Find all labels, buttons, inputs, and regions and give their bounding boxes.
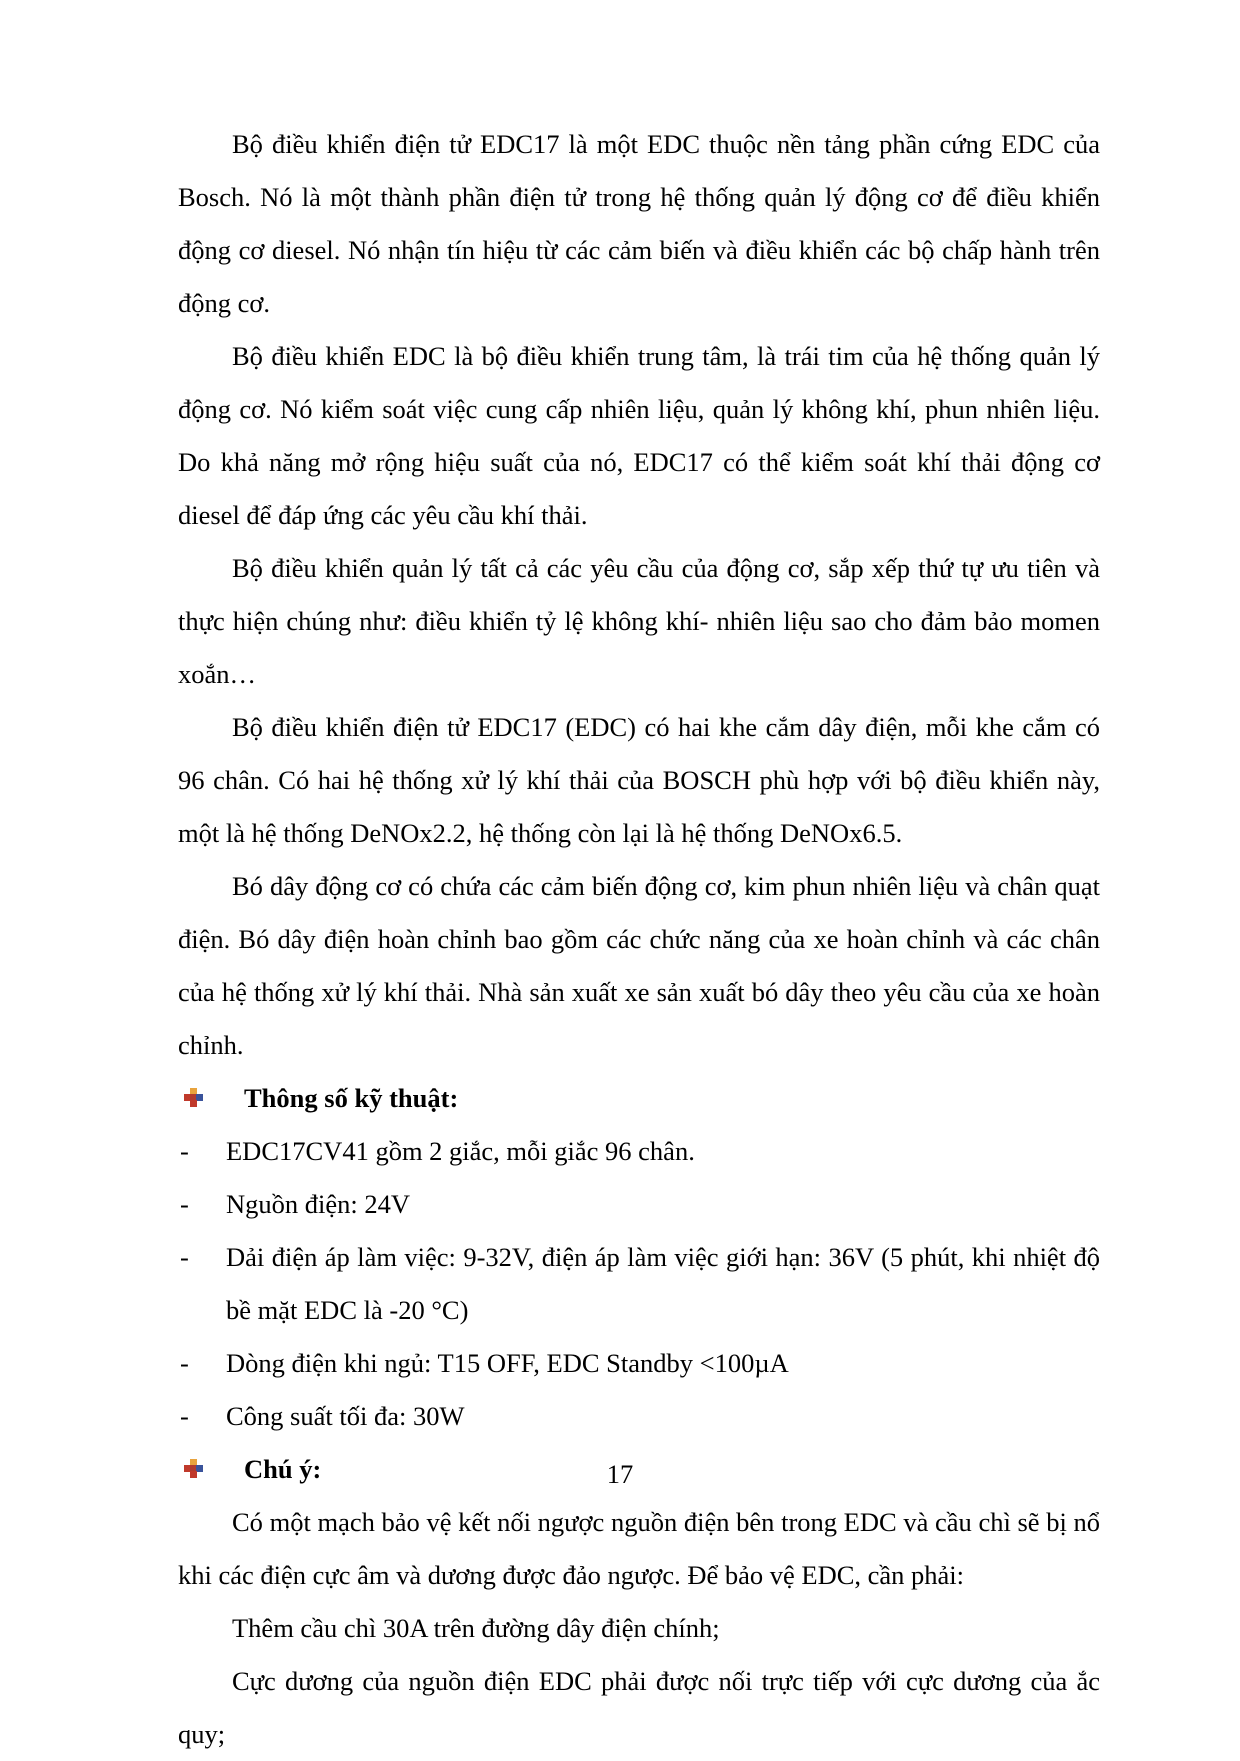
spec-item: [178, 1125, 1100, 1178]
wingding-bullet-icon: [178, 1072, 218, 1125]
spec-item: [178, 1178, 1100, 1231]
spec-item-label: Công suất tối đa: 30W: [226, 1401, 465, 1431]
dash-marker: -: [180, 1136, 189, 1166]
spec-item-label: Dải điện áp làm việc: 9-32V, điện áp làm việc giới hạn: 36V (5 phút, khi nhiệt độ bề mặt EDC là -20 °C): [226, 1242, 1100, 1325]
note-paragraph-2: Thêm cầu chì 30A trên đường dây điện chính;: [232, 1613, 720, 1643]
page-number: 17: [606, 1459, 634, 1489]
note-paragraph-3: Cực dương của nguồn điện EDC phải được nối trực tiếp với cực dương của ắc quy;: [178, 1666, 1100, 1749]
heading-technical-specs: [178, 1072, 1100, 1125]
spec-item-label: EDC17CV41 gồm 2 giắc, mỗi giắc 96 chân.: [226, 1136, 695, 1166]
heading-technical-specs-label: Thông số kỹ thuật:: [244, 1083, 459, 1113]
spec-item: [178, 1337, 1100, 1390]
paragraph-4: Bộ điều khiển điện tử EDC17 (EDC) có hai khe cắm dây điện, mỗi khe cắm có 96 chân. Có hai hệ thống xử lý khí thải của BOSCH phù hợp với bộ điều khiển này, một là hệ thống DeNOx2.2, hệ thống còn lại là hệ thống DeNOx6.5.: [178, 712, 1100, 848]
spec-item: [178, 1390, 1100, 1443]
note-paragraph-1: Có một mạch bảo vệ kết nối ngược nguồn điện bên trong EDC và cầu chì sẽ bị nổ khi các điện cực âm và dương được đảo ngược. Để bảo vệ EDC, cần phải:: [178, 1507, 1100, 1590]
spec-item-label: Nguồn điện: 24V: [226, 1189, 411, 1219]
dash-marker: -: [180, 1242, 189, 1272]
paragraph-1: Bộ điều khiển điện tử EDC17 là một EDC thuộc nền tảng phần cứng EDC của Bosch. Nó là một thành phần điện tử trong hệ thống quản lý động cơ để điều khiển động cơ diesel. Nó nhận tín hiệu từ các cảm biến và điều khiển các bộ chấp hành trên động cơ.: [178, 129, 1100, 318]
spec-item: [178, 1231, 1100, 1337]
heading-note-label: Chú ý:: [244, 1454, 322, 1484]
paragraph-5: Bó dây động cơ có chứa các cảm biến động cơ, kim phun nhiên liệu và chân quạt điện. Bó dây điện hoàn chỉnh bao gồm các chức năng của xe hoàn chỉnh và các chân của hệ thống xử lý khí thải. Nhà sản xuất xe sản xuất bó dây theo yêu cầu của xe hoàn chỉnh.: [178, 871, 1100, 1060]
paragraph-2: Bộ điều khiển EDC là bộ điều khiển trung tâm, là trái tim của hệ thống quản lý động cơ. Nó kiểm soát việc cung cấp nhiên liệu, quản lý không khí, phun nhiên liệu. Do khả năng mở rộng hiệu suất của nó, EDC17 có thể kiểm soát khí thải động cơ diesel để đáp ứng các yêu cầu khí thải.: [178, 341, 1100, 530]
dash-marker: -: [180, 1348, 189, 1378]
spec-item-label: Dòng điện khi ngủ: T15 OFF, EDC Standby <100µA: [226, 1348, 789, 1378]
dash-marker: -: [180, 1189, 189, 1219]
paragraph-3: Bộ điều khiển quản lý tất cả các yêu cầu của động cơ, sắp xếp thứ tự ưu tiên và thực hiện chúng như: điều khiển tỷ lệ không khí- nhiên liệu sao cho đảm bảo momen xoắn…: [178, 553, 1100, 689]
dash-marker: -: [180, 1401, 189, 1431]
